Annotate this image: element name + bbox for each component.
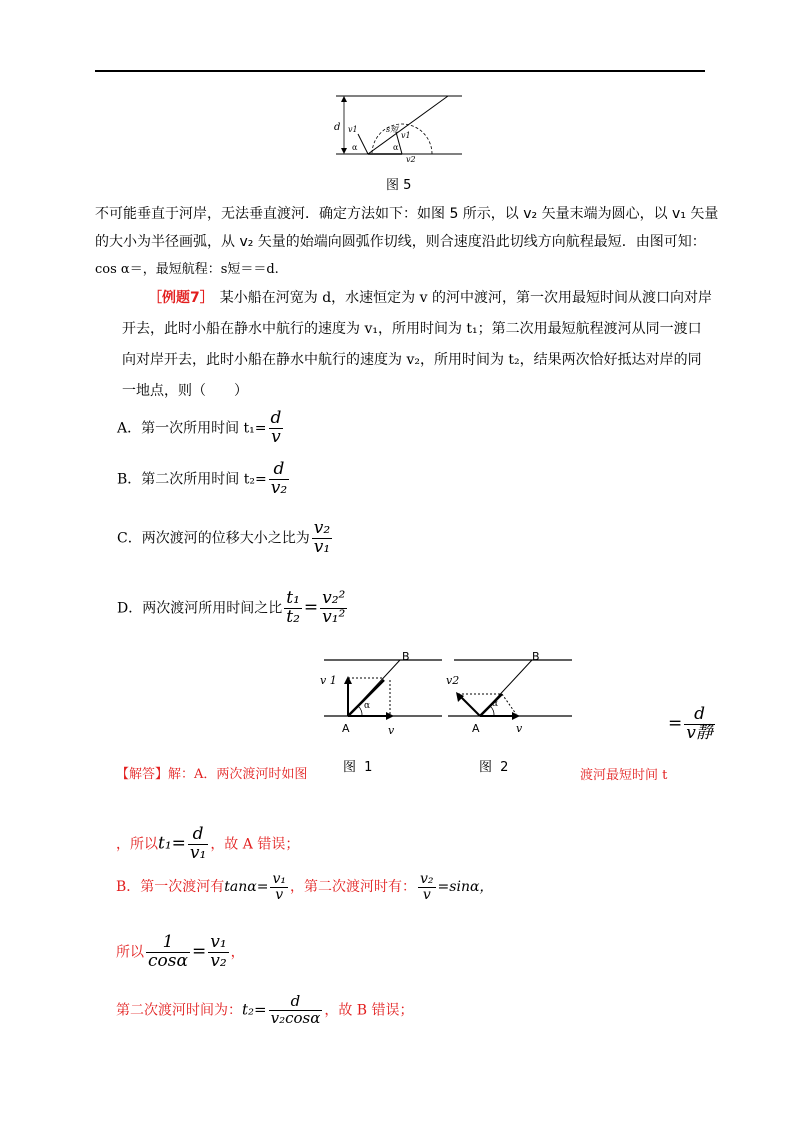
option-b[interactable] <box>117 461 291 498</box>
diagram-2-caption: 图 2 <box>479 760 511 775</box>
option-c-fraction: $\frac{\text{v₂}}{\text{v₁}}$ <box>313 518 331 557</box>
answer-so-line <box>116 934 245 971</box>
fig5-label-v1: v1 <box>348 125 358 134</box>
answer-so-fraction-2: $\frac{\text{v₁}}{\text{v₂}}$ <box>210 932 227 971</box>
fig5-arrowhead-down <box>341 148 347 154</box>
answer-a-line <box>116 826 299 863</box>
option-d[interactable] <box>117 590 349 627</box>
side-equals: = <box>668 713 683 734</box>
intro-line-1: 不可能垂直于河岸，无法垂直渡河．确定方法如下：如图 5 所示，以 v₂ 矢量末端为圆心，以 v₁ 矢量 <box>95 206 719 222</box>
example-line-1-text: 某小船在河宽为 d，水速恒定为 v 的河中渡河，第一次用最短时间从渡口向对岸 <box>219 290 712 306</box>
diagram-1-caption: 图 1 <box>343 760 375 775</box>
fig5-v1-vector <box>358 134 368 154</box>
answer-a-pre: ，所以 <box>116 836 158 853</box>
fig5-label-alpha2: α <box>393 143 399 152</box>
fig5-arrowhead-up <box>341 96 347 102</box>
intro-line-2: 的大小为半径画弧，从 v₂ 矢量的始端向圆弧作切线，则合速度沿此切线方向航程最短．由图可知： <box>95 234 706 250</box>
option-d-equals: = <box>303 597 319 618</box>
d1-angle-arc <box>358 706 362 716</box>
d1-label-A: A <box>342 722 350 735</box>
d2-dash-right <box>502 694 516 714</box>
answer-t2-fraction: $\frac{d}{\text{v₂cosα}}$ <box>270 992 321 1027</box>
d1-label-alpha: α <box>364 701 371 711</box>
example-line-4: 一地点，则（ ） <box>122 383 248 399</box>
answer-so-fraction-1: $\frac{1}{\cos\alpha}$ <box>148 932 188 971</box>
answer-b-sin: =sinα， <box>437 879 494 896</box>
answer-t2-post: ，故 B 错误； <box>324 1002 414 1019</box>
answer-so-pre: 所以 <box>116 944 144 961</box>
answer-a-lhs: t₁= <box>158 833 186 854</box>
d2-v-head <box>512 712 520 720</box>
example-tag: ［例题7］ <box>148 290 214 306</box>
figure-5 <box>330 92 470 164</box>
fig5-label-alpha1: α <box>352 143 358 152</box>
example-line-1 <box>148 287 712 307</box>
option-a-fraction: $\frac{d}{v}$ <box>270 408 282 447</box>
d2-label-v2: v2 <box>446 674 460 687</box>
answer-so-post: ， <box>230 944 245 961</box>
answer-b-mid: ，第二次渡河时有： <box>290 879 417 896</box>
d1-label-B: B <box>402 650 410 663</box>
d2-label-alpha: α <box>492 699 499 709</box>
header-rule <box>95 70 705 72</box>
intro-line-3: cos α＝，最短航程：s短＝＝d. <box>95 262 279 277</box>
fig5-label-s: s短 <box>386 125 399 134</box>
option-d-right-fraction: $\frac{\text{v₂²}}{\text{v₁²}}$ <box>322 588 346 627</box>
d2-label-v: v <box>516 722 523 735</box>
answer-t2-line <box>116 994 414 1027</box>
answer-b-tan: tanα= <box>224 879 269 896</box>
answer-head-tail: 渡河最短时间 t <box>580 768 668 783</box>
example-line-3: 向对岸开去，此时小船在静水中航行的速度为 v₂，所用时间为 t₂，结果两次恰好抵达对岸的同 <box>122 352 702 368</box>
option-c-text: C．两次渡河的位移大小之比为 <box>117 530 310 547</box>
fig5-label-v1b: v1 <box>401 131 411 140</box>
d2-label-A: A <box>472 722 480 735</box>
d2-label-B: B <box>532 650 540 663</box>
diagram-2 <box>444 650 574 746</box>
option-c[interactable] <box>117 520 334 557</box>
answer-b-fraction-1: $\frac{\text{v₁}}{v}$ <box>272 871 287 903</box>
fig5-label-v2: v2 <box>406 155 416 164</box>
answer-t2-lhs: t₂= <box>242 1000 267 1019</box>
answer-t2-pre: 第二次渡河时间为： <box>116 1002 242 1019</box>
d2-resultant-vector <box>480 694 502 716</box>
fig5-label-d: d <box>334 122 341 133</box>
d1-label-v: v <box>388 724 395 737</box>
option-b-text: B．第二次所用时间 t₂= <box>117 471 267 488</box>
answer-head: 【解答】解：A．两次渡河时如图 <box>116 767 308 782</box>
answer-so-equals: = <box>191 941 207 962</box>
option-d-text: D．两次渡河所用时间之比 <box>117 600 283 617</box>
d1-label-v1: v 1 <box>320 674 337 687</box>
option-a-text: A．第一次所用时间 t₁= <box>117 420 267 437</box>
side-fraction: $\frac{d}{\text{v静}}$ <box>686 704 713 743</box>
answer-a-fraction: $\frac{d}{\text{v₁}}$ <box>189 824 207 863</box>
option-a[interactable] <box>117 410 285 447</box>
side-equation <box>668 706 717 743</box>
answer-b-pre: B．第一次渡河有 <box>116 879 225 896</box>
diagram-1 <box>318 650 444 746</box>
answer-b-line <box>116 872 493 902</box>
d1-v1-head <box>344 676 352 684</box>
option-d-left-fraction: $\frac{\text{t₁}}{\text{t₂}}$ <box>286 588 300 627</box>
example-line-2: 开去，此时小船在静水中航行的速度为 v₁，所用时间为 t₁；第二次用最短航程渡河从同一渡口 <box>122 321 702 337</box>
answer-b-fraction-2: $\frac{\text{v₂}}{v}$ <box>420 871 434 903</box>
figure-5-caption: 图 5 <box>386 178 412 193</box>
answer-a-post: ，故 A 错误； <box>210 836 300 853</box>
option-b-fraction: $\frac{d}{\text{v₂}}$ <box>270 459 288 498</box>
